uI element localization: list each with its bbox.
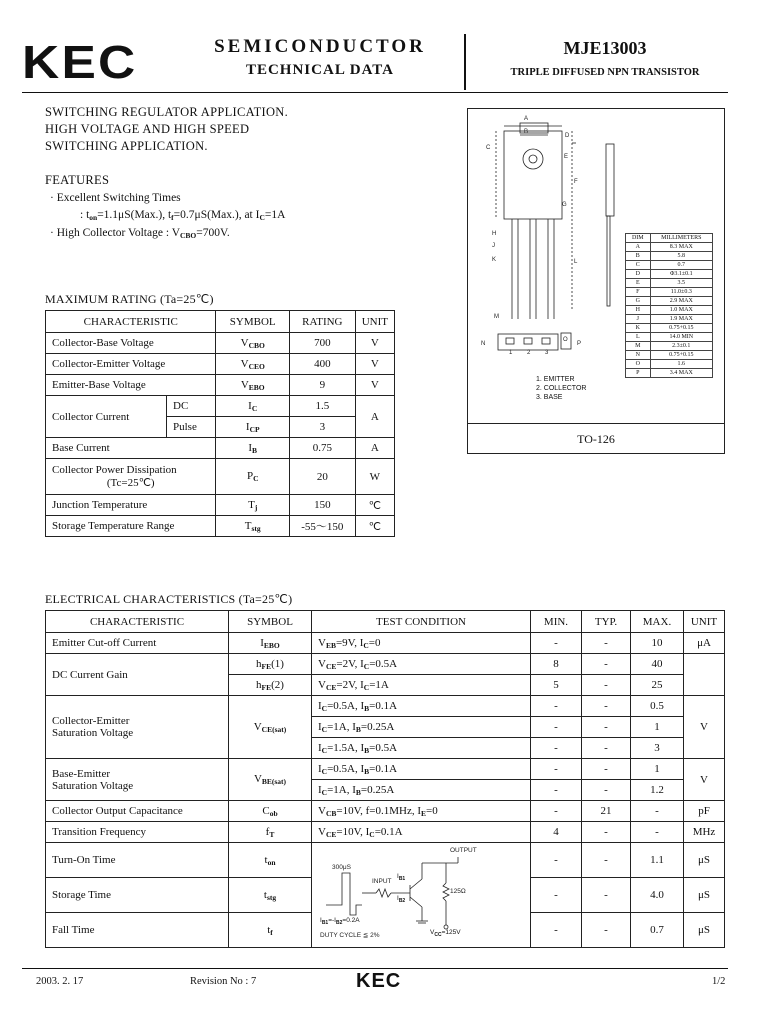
table-row: F 11.0±0.3 [626, 288, 713, 297]
circuit-ib1-label: $I_{B1}$ [397, 873, 406, 882]
feature-item: · Excellent Switching Times [50, 192, 181, 204]
circuit-vcc-label: $V_{CC}=125V$ [430, 929, 461, 938]
svg-text:2: 2 [527, 350, 531, 356]
circuit-pulse-label: 300μS [332, 864, 351, 871]
col-header: SYMBOL [216, 311, 289, 333]
svg-text:L: L [574, 259, 578, 265]
table-row: Collector Current DC Pulse $I_C$ $I_{CP}$ 1.5 3 A [46, 396, 395, 438]
table-row: $h_{FE}(2)$ $V_{CE}=2V$, $I_C=1A$ 5 - 25 [46, 675, 725, 696]
pin-list: 1. EMITTER 2. COLLECTOR 3. BASE [536, 376, 587, 401]
table-row: A 8.3 MAX [626, 243, 713, 252]
svg-text:F: F [574, 179, 578, 185]
elec-title: ELECTRICAL CHARACTERISTICS (Ta=25℃) [45, 592, 293, 606]
elec-char-table [45, 610, 725, 948]
application-line: SWITCHING REGULATOR APPLICATION. [45, 105, 289, 119]
circuit-output-label: OUTPUT [450, 847, 477, 854]
table-row: Storage Time $t_{stg}$ - - 4.0 μS [46, 878, 725, 913]
dimension-table: DIM MILLIMETERS A 8.3 MAX B 5.8 C 0.7 D Φ3.1±0.1 E 3.5 F 11.0±0.3 G 2.9 MAX H 1.0 MAX J 1.9 MAX K 0.75+0.15 L 14.0 MIN M 2.3±0.1 N 0.75+0.15 O 1.6 P 3.4 MAX [625, 233, 713, 378]
max-rating-title: MAXIMUM RATING (Ta=25℃) [45, 292, 214, 306]
col-header: MIN. [531, 611, 582, 633]
svg-text:J: J [492, 243, 495, 249]
table-row: Emitter-Base Voltage $V_{EBO}$ 9 V [46, 375, 395, 396]
footer-date: 2003. 2. 17 [36, 976, 84, 987]
table-row: B 5.8 [626, 252, 713, 261]
header-technical-data: TECHNICAL DATA [245, 62, 395, 78]
application-line: SWITCHING APPLICATION. [45, 139, 208, 153]
col-header: TYP. [582, 611, 631, 633]
col-header: MAX. [631, 611, 684, 633]
table-row: Base-Emitter Saturation Voltage $V_{BE(sat)}$ $I_C=0.5A$, $I_B=0.1A$ - - 1 V [46, 759, 725, 780]
package-body-outline [504, 131, 562, 219]
circuit-ib2-label: $I_{B2}$ [397, 895, 406, 904]
svg-text:A: A [524, 116, 529, 122]
svg-text:D: D [565, 133, 570, 139]
footer-revision: Revision No : 7 [190, 976, 257, 987]
circuit-input-label: INPUT [372, 878, 392, 885]
table-row: E 3.5 [626, 279, 713, 288]
table-row: Junction Temperature $T_j$ 150 ℃ [46, 495, 395, 516]
col-header: SYMBOL [229, 611, 312, 633]
package-name: TO-126 [468, 423, 724, 454]
table-row: Fall Time $t_f$ - - 0.7 μS [46, 913, 725, 948]
table-row: Collector-Emitter Voltage $V_{CEO}$ 400 V [46, 354, 395, 375]
table-row: $I_C=1A$, $I_B=0.25A$ - - 1 [46, 717, 725, 738]
table-row: DC Current Gain $h_{FE}(1)$ $V_{CE}=2V$, $I_C=0.5A$ 8 - 40 [46, 654, 725, 675]
feature-detail: : $t_{on}=1.1\mu S(Max.)$, $t_f=0.7\mu S(Max.)$, at $I_C=1A$ [80, 209, 286, 222]
footer-page: 1/2 [712, 976, 726, 987]
header-rule [22, 92, 728, 93]
table-row: Collector Output Capacitance $C_{ob}$ $V_{CB}=10V$, f=0.1MHz, $I_E=0$ - 21 - pF [46, 801, 725, 822]
feature-item: · High Collector Voltage : $V_{CBO}=700V$. [50, 227, 230, 240]
table-row: G 2.9 MAX [626, 297, 713, 306]
svg-text:K: K [492, 257, 497, 263]
circuit-ib-equation: $I_{B1}=-I_{B2}=0.2A$ [320, 917, 360, 926]
max-rating-table [45, 310, 395, 537]
col-header: RATING [289, 311, 355, 333]
col-header: UNIT [684, 611, 725, 633]
table-row: D Φ3.1±0.1 [626, 270, 713, 279]
footer-logo: KEC [356, 970, 402, 992]
svg-text:1: 1 [509, 350, 513, 356]
svg-text:H: H [492, 231, 497, 237]
table-row: Base Current $I_B$ 0.75 A [46, 438, 395, 459]
svg-text:3: 3 [545, 350, 549, 356]
table-row: Storage Temperature Range $T_{stg}$ -55～150 ℃ [46, 516, 395, 537]
table-row: $I_C=1.5A$, $I_B=0.5A$ - - 3 [46, 738, 725, 759]
col-header: TEST CONDITION [312, 611, 531, 633]
part-number: MJE13003 [563, 38, 647, 58]
svg-text:O: O [563, 337, 568, 343]
table-row: $I_C=1A$, $I_B=0.25A$ - - 1.2 [46, 780, 725, 801]
application-line: HIGH VOLTAGE AND HIGH SPEED [45, 122, 250, 136]
table-row: N 0.75+0.15 [626, 351, 713, 360]
table-row: J 1.9 MAX [626, 315, 713, 324]
table-row: C 0.7 [626, 261, 713, 270]
test-circuit-diagram [312, 843, 518, 947]
circuit-duty-label: DUTY CYCLE ≦ 2% [320, 932, 380, 939]
col-header: UNIT [355, 311, 394, 333]
table-row: L 14.0 MIN [626, 333, 713, 342]
header-divider [464, 34, 466, 90]
table-row: Transition Frequency $f_T$ $V_{CE}=10V$, $I_C=0.1A$ 4 - - MHz [46, 822, 725, 843]
svg-text:B: B [524, 129, 529, 135]
col-header: CHARACTERISTIC [46, 611, 229, 633]
table-row: Collector-Emitter Saturation Voltage $V_{CE(sat)}$ $I_C=0.5A$, $I_B=0.1A$ - - 0.5 V [46, 696, 725, 717]
footer-rule [22, 968, 728, 969]
kec-logo: KEC [22, 36, 138, 88]
package-outline-box [467, 108, 725, 454]
svg-text:E: E [564, 154, 569, 160]
applications [45, 104, 288, 155]
switching-test-circuit [312, 843, 531, 948]
circuit-resistor-label: 125Ω [450, 888, 466, 895]
table-row: P 3.4 MAX [626, 369, 713, 378]
table-row: Emitter Cut-off Current $I_{EBO}$ $V_{EB}=9V$, $I_C=0$ - - 10 μA [46, 633, 725, 654]
features-title: FEATURES [45, 173, 110, 187]
col-header: CHARACTERISTIC [46, 311, 216, 333]
header-semiconductor: SEMICONDUCTOR [214, 36, 426, 57]
table-row: M 2.3±0.1 [626, 342, 713, 351]
svg-text:G: G [562, 202, 567, 208]
svg-text:N: N [481, 341, 486, 347]
svg-text:C: C [486, 145, 491, 151]
svg-text:P: P [577, 341, 582, 347]
table-row: K 0.75+0.15 [626, 324, 713, 333]
table-row: H 1.0 MAX [626, 306, 713, 315]
table-row: Collector Power Dissipation (Tc=25℃) $P_C$ 20 W [46, 459, 395, 495]
table-row: O 1.6 [626, 360, 713, 369]
part-description: TRIPLE DIFFUSED NPN TRANSISTOR [510, 67, 700, 78]
table-row: Turn-On Time $t_{on}$ OUTPUT 300μS INPUT 125Ω DUTY CYCLE ≦ 2% $I_{B1}$ $I_{B2}$ $I_{B1}=-I_{B2}=0.2A$ $V_{CC}=125V$ - - 1.1 μS [46, 843, 725, 878]
table-row: Collector-Base Voltage $V_{CBO}$ 700 V [46, 333, 395, 354]
svg-text:M: M [494, 314, 499, 320]
